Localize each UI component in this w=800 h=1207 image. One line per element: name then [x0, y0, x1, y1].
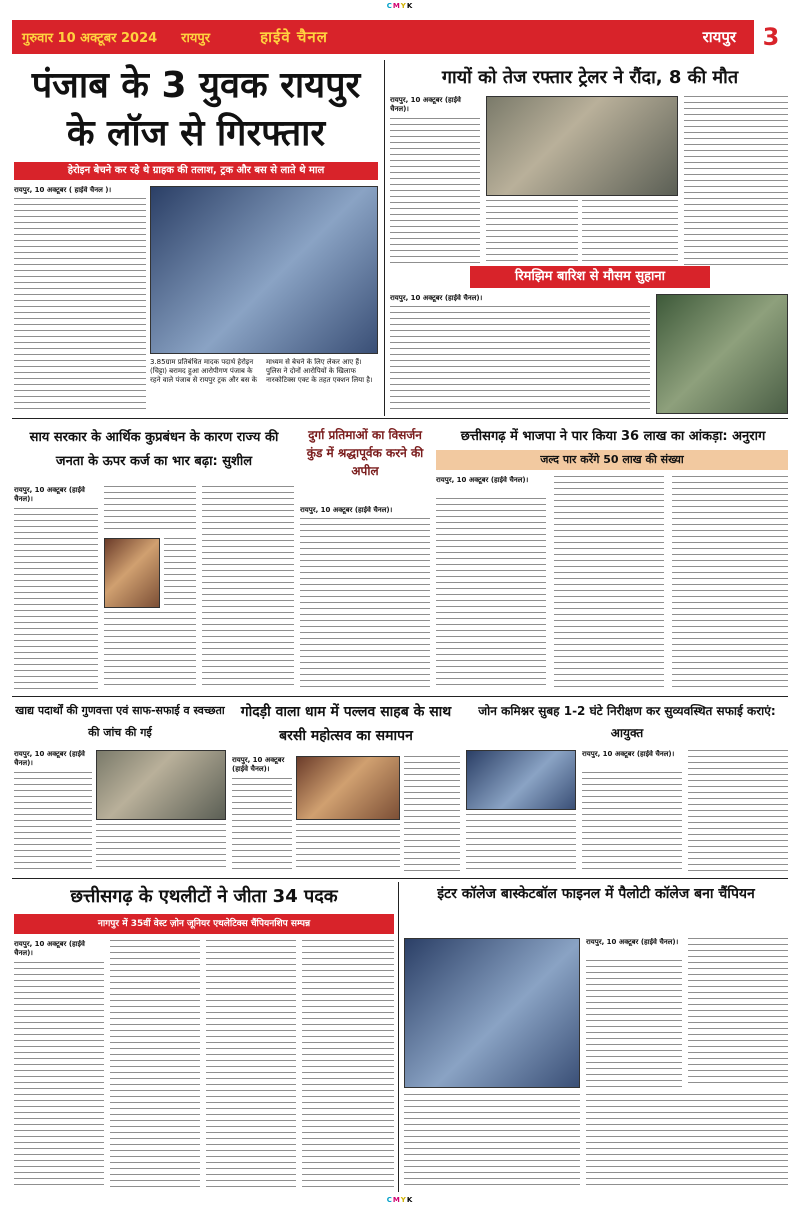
divider-2	[12, 696, 788, 697]
basketball-body-col-3	[688, 938, 788, 1088]
debt-body-col-2	[104, 486, 196, 534]
athletes-body-col-2	[110, 940, 200, 1190]
athletes-body-col-4	[302, 940, 394, 1190]
bjp-body-col-3	[672, 476, 788, 690]
masthead-bar	[12, 20, 788, 54]
print-marks-top: CMYK	[386, 2, 414, 10]
masthead-date: गुरुवार 10 अक्टूबर 2024	[22, 31, 158, 46]
cows-body-col-2	[486, 200, 578, 268]
durga-body	[300, 518, 430, 690]
rain-headline: रिमझिम बारिश से मौसम सुहाना	[470, 266, 710, 288]
cows-body-col-3	[582, 200, 678, 268]
food-photo	[96, 750, 226, 820]
zone-body-col-3	[688, 750, 788, 872]
athletes-subheadline: नागपुर में 35वीं वेस्ट ज़ोन जूनियर एथलेटिक्स चैंपियनशिप सम्पन्न	[14, 914, 394, 934]
debt-body-col-3	[202, 486, 294, 690]
masthead-logo: हाईवे चैनल	[260, 28, 328, 46]
basketball-body-col-4	[586, 1094, 788, 1190]
basketball-headline: इंटर कॉलेज बास्केटबॉल फाइनल में पैलोटी कॉलेज बना चैंपियन	[437, 886, 755, 902]
godri-body-col-3	[404, 756, 460, 872]
godri-body-col-2	[296, 824, 400, 872]
basketball-body-col-1	[404, 1094, 580, 1190]
bjp-subheadline: जल्द पार करेंगे 50 लाख की संख्या	[436, 450, 788, 470]
debt-byline: रायपुर, 10 अक्टूबर (हाईवे चैनल)।	[14, 486, 85, 503]
zone-byline: रायपुर, 10 अक्टूबर (हाईवे चैनल)।	[582, 750, 675, 758]
punjab-headline: पंजाब के 3 युवक रायपुर के लॉज से गिरफ्तार	[31, 65, 361, 154]
food-body-col-2	[96, 824, 226, 872]
bjp-byline: रायपुर, 10 अक्टूबर (हाईवे चैनल)।	[436, 476, 529, 484]
punjab-caption: 3.85ग्राम प्रतिबंधित मादक पदार्थ हेरोइन (चिट्टा) बरामद हुआ आरोपीगण पंजाब के रहने वाले पंजाब से रायपुर ट्रक और बस के	[150, 358, 258, 385]
punjab-caption-2: माध्यम से बेचने के लिए लेकर आए हैं। पुलिस ने दोनों आरोपियों के खिलाफ नारकोटिक्स एक्ट के तहत एक्शन लिया है।	[266, 358, 373, 385]
godri-byline: रायपुर, 10 अक्टूबर (हाईवे चैनल)।	[232, 756, 285, 773]
zone-body-col-2	[582, 772, 682, 872]
punjab-byline: रायपुर, 10 अक्टूबर ( हाईवे चैनल )।	[14, 186, 112, 194]
divider-3	[12, 878, 788, 879]
rain-body	[390, 306, 650, 414]
column-rule-1	[384, 60, 385, 416]
food-body-col-1	[14, 772, 92, 872]
athletes-byline: रायपुर, 10 अक्टूबर (हाईवे चैनल)।	[14, 940, 85, 957]
cows-photo-1	[486, 96, 678, 196]
godri-photo	[296, 756, 400, 820]
cows-headline: गायों को तेज रफ्तार ट्रेलर ने रौंदा, 8 की मौत	[441, 67, 739, 88]
punjab-subheadline: हेरोइन बेचने कर रहे थे ग्राहक की तलाश, ट्रक और बस से लाते थे माल	[14, 162, 378, 180]
basketball-photo	[404, 938, 580, 1088]
godri-headline: गोदड़ी वाला धाम में पल्लव साहब के साथ बरसी महोत्सव का समापन	[240, 704, 452, 744]
debt-body-col-1	[14, 508, 98, 690]
divider-1	[12, 418, 788, 419]
bjp-body-col-2	[554, 476, 664, 690]
zone-photo	[466, 750, 576, 810]
athletes-headline: छत्तीसगढ़ के एथलीटों ने जीता 34 पदक	[70, 886, 338, 907]
masthead-city-right: रायपुर	[702, 28, 736, 46]
debt-body-col-2b	[164, 538, 196, 608]
cows-body-col-1	[390, 118, 480, 268]
page-number: 3	[754, 20, 788, 54]
basketball-byline: रायपुर, 10 अक्टूबर (हाईवे चैनल)।	[586, 938, 679, 946]
godri-body-col-1	[232, 778, 292, 872]
bjp-body-col-1	[436, 498, 546, 690]
food-byline: रायपुर, 10 अक्टूबर (हाईवे चैनल)।	[14, 750, 85, 767]
masthead-city-left: रायपुर	[181, 31, 211, 46]
rain-byline: रायपुर, 10 अक्टूबर (हाईवे चैनल)।	[390, 294, 483, 302]
column-rule-2	[398, 882, 399, 1192]
durga-headline: दुर्गा प्रतिमाओं का विसर्जन कुंड में श्रद्धापूर्वक करने की अपील	[306, 428, 424, 478]
food-headline: खाद्य पदार्थों की गुणवत्ता एवं साफ-सफाई व स्वच्छता की जांच की गई	[15, 704, 225, 739]
basketball-body-col-2	[586, 960, 682, 1088]
debt-body-col-2c	[104, 612, 196, 690]
athletes-body-col-1	[14, 962, 104, 1190]
print-marks-bottom: CMYK	[386, 1196, 414, 1204]
cows-byline: रायपुर, 10 अक्टूबर (हाईवे चैनल)।	[390, 96, 461, 113]
rain-photo	[656, 294, 788, 414]
zone-headline: जोन कमिश्नर सुबह 1-2 घंटे निरीक्षण कर सुव्यवस्थित सफाई कराएं: आयुक्त	[478, 704, 776, 740]
debt-headline: साय सरकार के आर्थिक कुप्रबंधन के कारण राज्य की जनता के ऊपर कर्ज का भार बढ़ा: सुशील	[29, 430, 279, 469]
bjp-headline: छत्तीसगढ़ में भाजपा ने पार किया 36 लाख का आंकड़ा: अनुराग	[460, 429, 766, 444]
cows-body-col-4	[684, 96, 788, 268]
zone-body-col-1	[466, 814, 576, 872]
durga-byline: रायपुर, 10 अक्टूबर (हाईवे चैनल)।	[300, 506, 393, 514]
punjab-photo	[150, 186, 378, 354]
athletes-body-col-3	[206, 940, 296, 1190]
punjab-body-col	[14, 198, 146, 413]
debt-photo	[104, 538, 160, 608]
